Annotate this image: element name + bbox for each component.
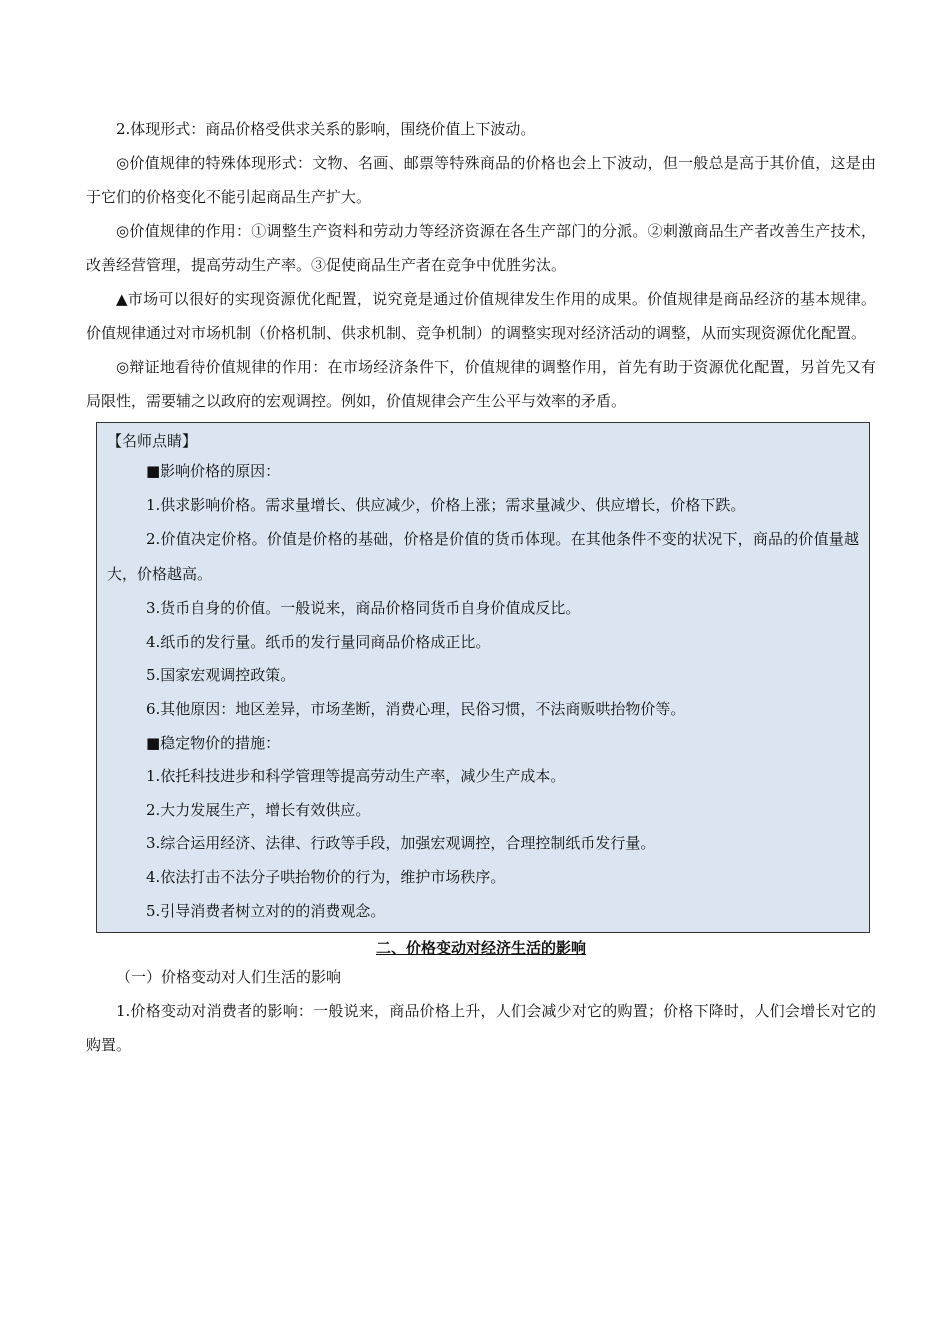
- section-title: 二、价格变动对经济生活的影响: [375, 939, 586, 958]
- list-item: 5.引导消费者树立对的的消费观念。: [146, 901, 386, 920]
- paragraph-special-form: ◎价值规律的特殊体现形式：文物、名画、邮票等特殊商品的价格也会上下波动，但一般总是高于其价值，这是由于它们的价格变化不能引起商品生产扩大。: [86, 154, 876, 206]
- box-heading-stabilize-prices: ■稳定物价的措施：: [146, 733, 281, 752]
- paragraph-consumer-impact: 1.价格变动对消费者的影响：一般说来，商品价格上升，人们会减少对它的购置；价格下降时，人们会增长对它的购置。: [86, 1002, 876, 1055]
- document-page: [86, 112, 876, 1062]
- subsection-title: （一）价格变动对人们生活的影响: [116, 968, 342, 987]
- teacher-tip-box: [96, 422, 870, 933]
- paragraph-dialectical-view: ◎辩证地看待价值规律的作用：在市场经济条件下，价值规律的调整作用，首先有助于资源优化配置，另首先又有局限性，需要辅之以政府的宏观调控。例如，价值规律会产生公平与效率的矛盾。: [86, 358, 876, 410]
- paragraph-law-function: ◎价值规律的作用：①调整生产资料和劳动力等经济资源在各生产部门的分派。②刺激商品生产者改善生产技术，改善经营管理，提高劳动生产率。③促使商品生产者在竞争中优胜劣汰。: [86, 222, 876, 274]
- box-heading-price-factors: ■影响价格的原因：: [146, 462, 281, 480]
- list-item: 4.纸币的发行量。纸币的发行量同商品价格成正比。: [146, 632, 491, 651]
- paragraph-market-allocation: ▲市场可以很好的实现资源优化配置，说究竟是通过价值规律发生作用的成果。价值规律是商品经济的基本规律。价值规律通过对市场机制（价格机制、供求机制、竞争机制）的调整实现对经济活动的调整，从而实现资源优化配置。: [86, 290, 876, 342]
- list-item: 6.其他原因：地区差异，市场垄断，消费心理，民俗习惯，不法商贩哄抬物价等。: [146, 699, 686, 718]
- box-title: 【名师点睛】: [107, 432, 198, 450]
- list-item: 4.依法打击不法分子哄抬物价的行为，维护市场秩序。: [146, 867, 506, 886]
- list-item: 2.价值决定价格。价值是价格的基础，价格是价值的货币体现。在其他条件不变的状况下，商品的价值量越大，价格越高。: [107, 530, 859, 584]
- list-item: 1.依托科技进步和科学管理等提高劳动生产率，减少生产成本。: [146, 767, 566, 786]
- paragraph-manifestation: 2.体现形式：商品价格受供求关系的影响，围绕价值上下波动。: [116, 120, 536, 138]
- list-item: 3.综合运用经济、法律、行政等手段，加强宏观调控，合理控制纸币发行量。: [146, 834, 656, 853]
- list-item: 2.大力发展生产，增长有效供应。: [146, 800, 371, 819]
- list-item: 1.供求影响价格。需求量增长、供应减少，价格上涨；需求量减少、供应增长，价格下跌。: [146, 495, 746, 514]
- list-item: 3.货币自身的价值。一般说来，商品价格同货币自身价值成反比。: [146, 599, 581, 618]
- list-item: 5.国家宏观调控政策。: [146, 666, 296, 685]
